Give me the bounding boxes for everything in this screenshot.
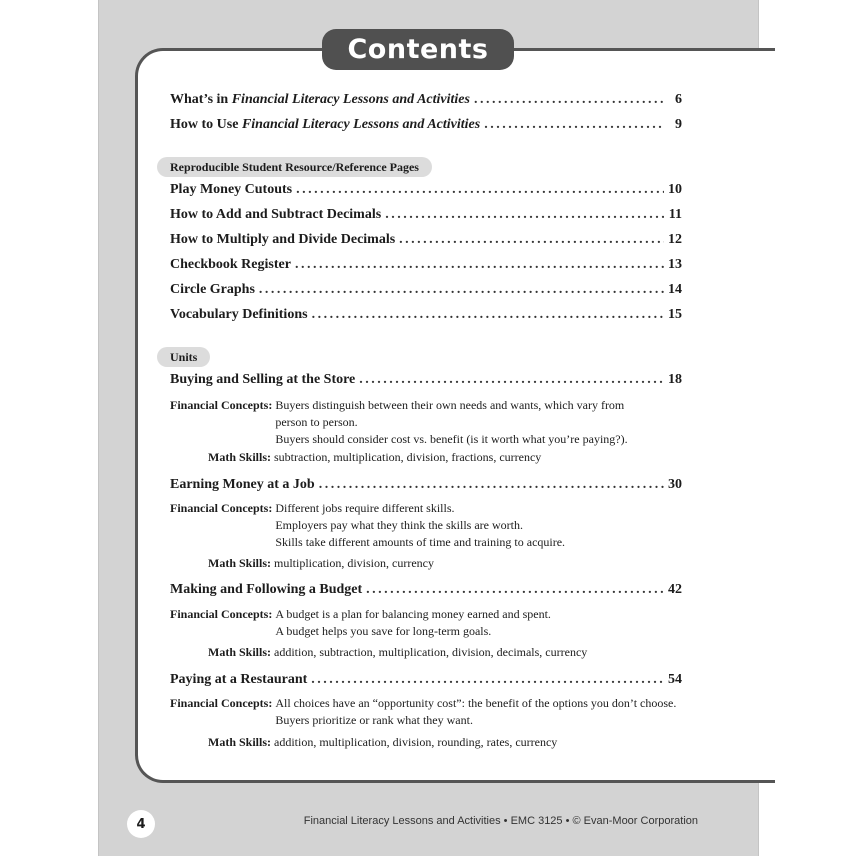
toc-entry[interactable] — [170, 207, 682, 227]
concept-line: Different jobs require different skills. — [275, 501, 455, 515]
toc-page-number: 14 — [668, 282, 682, 297]
toc-page-number: 30 — [668, 477, 682, 492]
toc-entry-book-title: Financial Literacy Lessons and Activities — [231, 92, 470, 107]
toc-page-number: 15 — [668, 307, 682, 322]
concept-line: Buyers distinguish between their own needs and wants, which vary from — [275, 398, 625, 412]
toc-page-number: 18 — [668, 372, 682, 387]
toc-entry[interactable] — [170, 282, 682, 302]
concept-line: Employers pay what they think the skills are worth. — [275, 518, 523, 532]
page-number-badge — [127, 810, 155, 838]
toc-unit-entry[interactable] — [170, 582, 682, 602]
math-skills-label: Math Skills: — [208, 645, 272, 659]
toc-entry-prefix: What’s in — [170, 92, 232, 107]
math-skills-label: Math Skills: — [208, 556, 272, 570]
toc-entry-title: Buying and Selling at the Store — [170, 372, 356, 387]
dot-leader — [312, 307, 664, 323]
math-skills-text: addition, subtraction, multiplication, division, decimals, currency — [274, 645, 588, 659]
toc-entry[interactable] — [170, 307, 682, 327]
toc-page-number: 9 — [675, 117, 682, 132]
math-skills-text: subtraction, multiplication, division, fractions, currency — [274, 450, 542, 464]
toc-entry-title: Making and Following a Budget — [170, 582, 363, 597]
concept-line: A budget helps you save for long-term goals. — [275, 624, 492, 638]
toc-entry-prefix: How to Use — [170, 117, 242, 132]
contents-title-tab — [322, 29, 514, 70]
toc-entry-title: How to Add and Subtract Decimals — [170, 207, 382, 222]
toc-entry[interactable] — [170, 232, 682, 252]
concept-line: Buyers should consider cost vs. benefit (is it worth what you’re paying?). — [275, 432, 628, 446]
toc-entry-title: Vocabulary Definitions — [170, 307, 308, 322]
dot-leader — [474, 92, 664, 108]
toc-page-number: 13 — [668, 257, 682, 272]
toc-page-number: 10 — [668, 182, 682, 197]
dot-leader — [484, 117, 664, 133]
math-skills-text: addition, multiplication, division, rounding, rates, currency — [274, 735, 558, 749]
toc-entry-how-to-use[interactable] — [170, 117, 682, 137]
concept-line: person to person. — [275, 415, 358, 429]
dot-leader — [359, 372, 664, 388]
toc-entry-title: Play Money Cutouts — [170, 182, 293, 197]
dot-leader — [311, 672, 664, 688]
toc-entry[interactable] — [170, 182, 682, 202]
toc-entry-title: Circle Graphs — [170, 282, 255, 297]
footer-credit: Financial Literacy Lessons and Activities • EMC 3125 • © Evan-Moor Corporation — [303, 815, 698, 827]
math-skills-text: multiplication, division, currency — [274, 556, 434, 570]
dot-leader — [319, 477, 664, 493]
concept-line: A budget is a plan for balancing money earned and spent. — [275, 607, 551, 621]
math-skills — [208, 644, 587, 661]
financial-concepts — [170, 606, 551, 640]
toc-unit-entry[interactable] — [170, 477, 682, 497]
financial-concepts-label: Financial Concepts: — [170, 398, 273, 412]
toc-entry-book-title: Financial Literacy Lessons and Activities — [241, 117, 481, 132]
toc-entry[interactable] — [170, 257, 682, 277]
page-title: Contents — [347, 34, 489, 65]
dot-leader — [295, 257, 664, 273]
dot-leader — [366, 582, 664, 598]
page-number: 4 — [136, 816, 146, 832]
math-skills-label: Math Skills: — [208, 735, 272, 749]
math-skills-label: Math Skills: — [208, 450, 272, 464]
math-skills — [208, 734, 557, 751]
toc-page-number: 6 — [675, 92, 682, 107]
toc-page-number: 54 — [668, 672, 682, 687]
concept-line: All choices have an “opportunity cost”: the benefit of the options you don’t choose. — [275, 696, 677, 710]
financial-concepts-label: Financial Concepts: — [170, 607, 273, 621]
toc-entry-title: How to Multiply and Divide Decimals — [170, 232, 396, 247]
toc-page-number: 42 — [668, 582, 682, 597]
toc-entry-title: Paying at a Restaurant — [170, 672, 308, 687]
dot-leader — [399, 232, 664, 248]
financial-concepts — [170, 500, 565, 551]
financial-concepts-label: Financial Concepts: — [170, 501, 273, 515]
section-label-resources: Reproducible Student Resource/Reference Pages — [157, 157, 432, 177]
toc-page-number: 12 — [668, 232, 682, 247]
section-label-units: Units — [157, 347, 210, 367]
dot-leader — [296, 182, 664, 198]
math-skills — [208, 555, 434, 572]
toc-page-number: 11 — [668, 207, 682, 222]
financial-concepts-label: Financial Concepts: — [170, 696, 273, 710]
toc-entry-title: Earning Money at a Job — [170, 477, 315, 492]
math-skills — [208, 449, 541, 466]
toc-unit-entry[interactable] — [170, 372, 682, 392]
toc-entry-whats-in[interactable] — [170, 92, 682, 112]
toc-unit-entry[interactable] — [170, 672, 682, 692]
concept-line: Skills take different amounts of time and training to acquire. — [275, 535, 566, 549]
concept-line: Buyers prioritize or rank what they want. — [275, 713, 473, 727]
dot-leader — [259, 282, 664, 298]
dot-leader — [385, 207, 664, 223]
financial-concepts — [170, 695, 676, 729]
toc-entry-title: Checkbook Register — [170, 257, 291, 272]
financial-concepts — [170, 397, 628, 448]
